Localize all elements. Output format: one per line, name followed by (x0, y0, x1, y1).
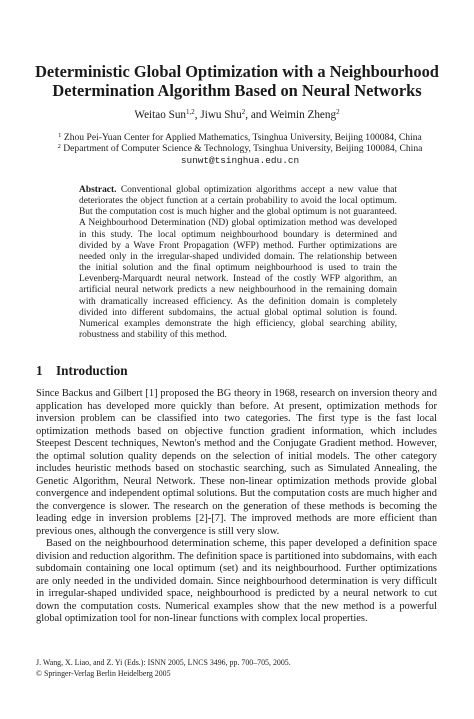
author-separator: , (194, 109, 201, 121)
paper-title: Deterministic Global Optimization with a Neighbourhood Determination Algorithm Based on Neural Networks (35, 62, 439, 100)
abstract (79, 185, 397, 341)
affiliation-text: Zhou Pei-Yuan Center for Applied Mathematics, Tsinghua University, Beijing 100084, China (63, 132, 422, 143)
abstract-label: Abstract. (79, 185, 117, 195)
affiliation-block (50, 132, 430, 166)
section-heading (36, 363, 436, 379)
author-email: sunwt@tsinghua.edu.cn (180, 154, 300, 166)
author-affiliation-mark: 2 (336, 108, 340, 116)
affiliation-mark: 1 (58, 132, 62, 139)
page-footer (36, 658, 437, 679)
body-paragraph: Based on the neighbourhood determination scheme, this paper developed a definition space division and reduction algorithm. The definition space is partitioned into subdomains, with each subdomain containing one local optimum (set) and its neighbourhood. Further optimizations are only needed in the undivided domain. Since neighbourhood determination is very difficult in irregular-shaped undivided space, neighbourhood is predicted by a neural network to cut down the computation costs. Numerical examples show that the new method is a powerful global optimization tool for non-linear functions with complex local properties. (36, 538, 437, 625)
section-title: Introduction (56, 363, 128, 378)
affiliation-mark: 2 (57, 143, 61, 151)
affiliation-text: Department of Computer Science & Technology, Tsinghua University, Beijing 100084, China (63, 143, 423, 155)
author-affiliation-mark: 1,2 (186, 108, 195, 116)
author-affiliation-mark: 2 (241, 108, 246, 116)
footer-copyright: © Springer-Verlag Berlin Heidelberg 2005 (36, 668, 171, 678)
author-separator: , and (245, 109, 270, 121)
author-name: Jiwu Shu (200, 109, 242, 121)
section-number: 1 (36, 363, 43, 378)
abstract-text: Conventional global optimization algorithms accept a new value that deteriorates the object function at a certain probability to avoid the local optimum. But the computation cost is much higher and the global optimum is not guaranteed. A Neighbourhood Determination (ND) global optimization method was developed in this study. The local optimum neighbourhood boundary is determined and divided by a Wave Front Propagation (WFP) method. Further optimizations are needed only in the irregular-shaped undivided domain. The relationship between the initial solution and the final optimum neighbourhood is used to train the Levenberg-Marquardt neural network. Instead of the costly WFP algorithm, an artificial neural network predicts a new neighbourhood in the remaining domain with dramatically increased efficiency. As the definition domain is completely divided into different subdomains, the actual global optimal solution is found. Numerical examples demonstrate the high efficiency, global searching ability, robustness and stability of this method. (79, 185, 398, 341)
affiliation-line (50, 132, 430, 143)
author-list (30, 108, 444, 122)
affiliation-line (50, 143, 430, 154)
footer-citation: J. Wang, X. Liao, and Z. Yi (Eds.): ISNN 2005, LNCS 3496, pp. 700–705, 2005. (36, 658, 291, 667)
section-body (36, 388, 437, 626)
body-paragraph: Since Backus and Gilbert [1] proposed the BG theory in 1968, research on inversion theory and application has developed more quickly than before. At present, optimization methods for inversion problem can be classified into two categories. The first type is the fast local optimization methods based on objective function gradient information, which includes Steepest Descent techniques, Newton's method and the Conjugate Gradient method. However, the optimal solution quality depends on the selection of initial models. The other category includes heuristic methods based on stochastic searching, such as Simulated Annealing, the Genetic Algorithm, Neural Network. These non-linear optimization methods provide global convergence and independent optimal solutions. But the computation costs are much higher and the convergence is slower. The research on the generation of these methods is becoming the leading edge in inversion problems [2]-[7]. The improved methods are more efficient than previous ones, although the convergence is still very slow. (36, 388, 437, 537)
author-name: Weitao Sun (134, 109, 187, 121)
author-name: Weimin Zheng (269, 109, 337, 121)
